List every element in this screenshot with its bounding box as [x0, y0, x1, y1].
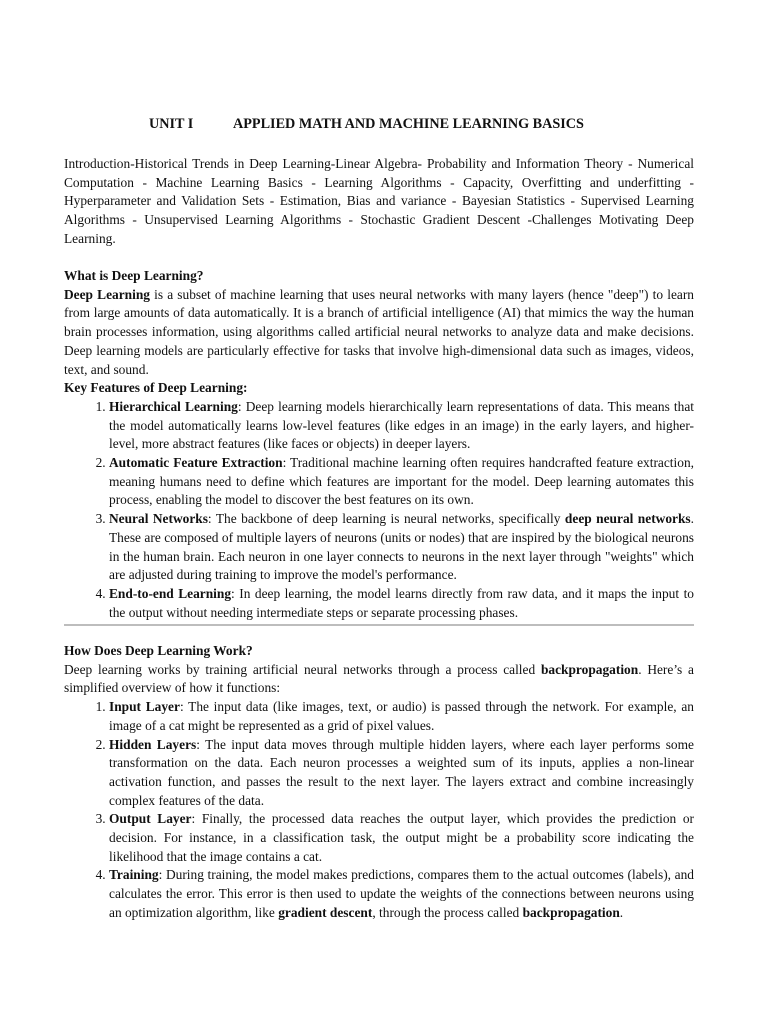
list-item: [109, 698, 694, 735]
definition-text: is a subset of machine learning that uses neural networks with many layers (hence "deep") to learn from large amounts of data automatically. It is a branch of artificial intelligence (AI) that mimics the way the human brain processes information, using algorithms called artificial neural networks to analyze data and make decisions. Deep learning models are particularly effective for tasks that involve high-dimensional data such as images, videos, text, and sound.: [64, 286, 694, 377]
list-item: [109, 810, 694, 866]
item-text: , through the process called: [372, 904, 523, 920]
section-heading: How Does Deep Learning Work?: [64, 643, 253, 658]
item-text: .: [619, 904, 624, 920]
item-term: Input Layer: [109, 699, 180, 715]
item-term: Hidden Layers: [109, 736, 197, 752]
horizontal-divider: [64, 624, 694, 626]
section-how-it-works: [64, 642, 694, 923]
item-text: : Deep learning models hierarchically learn representations of data. This means that the model automatically learns low-level features (like edges in an image) in the early layers, and higher-level, more abstract features (like faces or objects) in deeper layers.: [109, 398, 694, 452]
features-heading: Key Features of Deep Learning:: [64, 380, 248, 396]
steps-list: [64, 698, 694, 922]
list-item: [109, 510, 694, 585]
item-text: : Finally, the processed data reaches the output layer, which provides the prediction or decision. For instance, in a classification task, the output might be a probability score indicating the likelihood that the image contains a cat.: [109, 811, 694, 864]
how-intro-paragraph: [64, 661, 694, 698]
list-item: [109, 866, 694, 922]
item-term: backpropagation: [522, 904, 620, 920]
bold-term: Deep Learning: [64, 286, 150, 302]
unit-label: UNIT I: [149, 116, 194, 132]
section-what-is-deep-learning: [64, 267, 694, 622]
page-title: [149, 115, 584, 134]
item-text: : In deep learning, the model learns directly from raw data, and it maps the input to the output without needing intermediate steps or separate processing phases.: [109, 585, 694, 620]
list-item: [109, 398, 694, 454]
item-text: : Traditional machine learning often requires handcrafted feature extraction, meaning humans need to define which features are important for the model. Deep learning automates this process, enabling the model to discover the best features on its own.: [109, 455, 694, 508]
item-term: Output Layer: [109, 811, 192, 827]
item-term: deep neural networks: [564, 511, 691, 527]
item-term: Automatic Feature Extraction: [109, 455, 283, 471]
item-text: : The input data moves through multiple hidden layers, where each layer performs some transformation on the data. Each neuron processes a weighted sum of its inputs, applies a non-linear activation function, and passes the result to the next layer. The layers extract and combine increasingly complex features of the data.: [109, 736, 694, 808]
intro-text: . Here’s a simplified overview of how it functions:: [64, 661, 694, 696]
item-term: Training: [109, 867, 159, 883]
definition-paragraph: [64, 286, 694, 380]
item-text: . These are composed of multiple layers of neurons (units or nodes) that are inspired by the biological neurons in the human brain. Each neuron in one layer connects to neurons in the next layer through "weights" which are adjusted during training to improve the model's performance.: [109, 511, 694, 583]
item-term: End-to-end Learning: [109, 585, 232, 601]
item-text: : The input data (like images, text, or audio) is passed through the network. For example, an image of a cat might be represented as a grid of pixel values.: [109, 699, 694, 733]
list-item: [109, 736, 694, 811]
item-text: : The backbone of deep learning is neural networks, specifically: [207, 511, 565, 527]
item-term: Neural Networks: [109, 511, 208, 527]
list-item: [109, 585, 694, 622]
item-term: gradient descent: [278, 904, 373, 920]
section-heading: What is Deep Learning?: [64, 268, 204, 283]
unit-title: APPLIED MATH AND MACHINE LEARNING BASICS: [233, 116, 584, 132]
intro-text: Deep learning works by training artificial neural networks through a process called: [64, 661, 541, 677]
list-item: [109, 454, 694, 510]
bold-term: backpropagation: [540, 661, 639, 677]
syllabus-paragraph: Introduction-Historical Trends in Deep Learning-Linear Algebra- Probability and Information Theory - Numerical Computation - Machine Learning Basics - Learning Algorithms - Capacity, Overfitting and underfitting - Hyperparameter and Validation Sets - Estimation, Bias and variance - Bayesian Statistics - Supervised Learning Algorithms - Unsupervised Learning Algorithms - Stochastic Gradient Descent -Challenges Motivating Deep Learning.: [64, 156, 694, 246]
features-list: [64, 398, 694, 622]
item-text: : During training, the model makes predictions, compares them to the actual outcomes (labels), and calculates the error. This error is then used to update the weights of the connections between neurons using an optimization algorithm, like: [109, 867, 694, 920]
item-term: Hierarchical Learning: [109, 398, 238, 414]
